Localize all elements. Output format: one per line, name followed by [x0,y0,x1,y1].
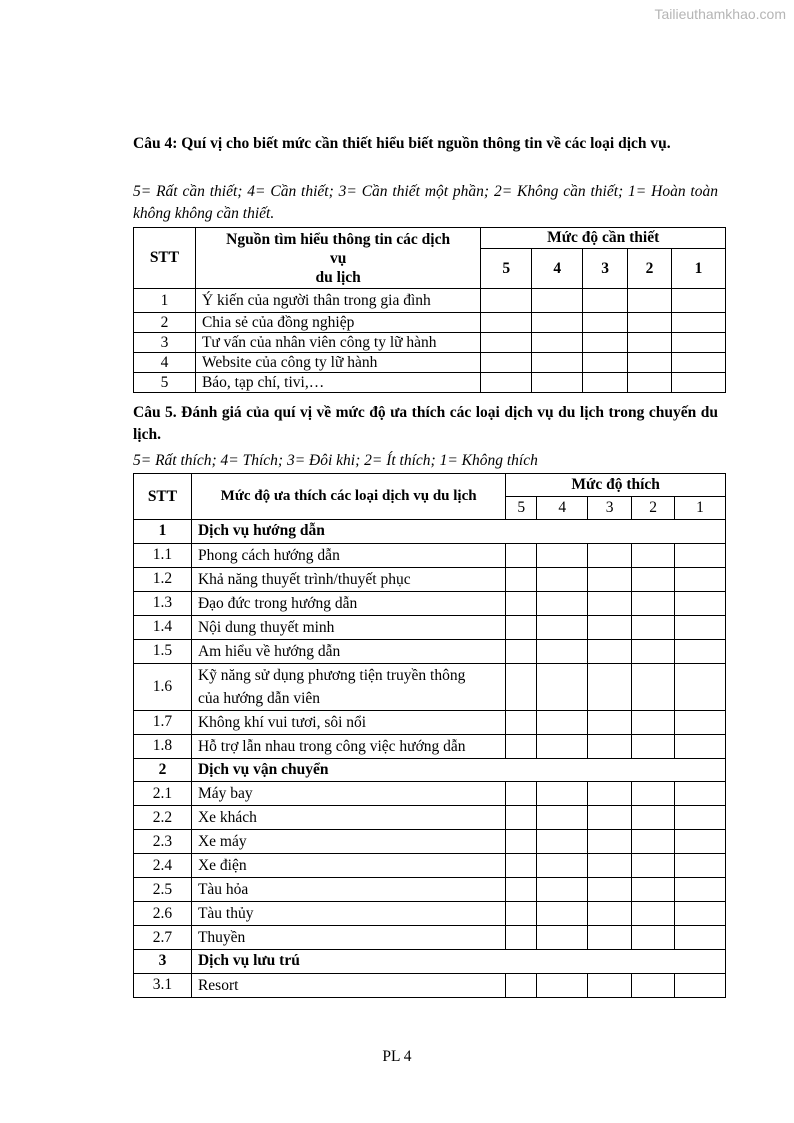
rating-cell[interactable] [537,734,588,758]
row-stt: 1.6 [134,663,192,710]
row-stt: 1.8 [134,734,192,758]
table-row [134,782,726,806]
row-label-line: Xe khách [197,809,257,826]
q5-header-level: Mức độ thích [506,474,726,497]
rating-cell[interactable] [632,543,675,567]
rating-cell[interactable] [628,333,672,353]
rating-cell[interactable] [588,973,632,997]
rating-cell[interactable] [628,313,672,333]
q4-rating-header: 5 [481,249,532,289]
rating-cell[interactable] [532,373,583,393]
q5-rating-header: 1 [675,497,726,520]
row-label [191,854,505,878]
table-row [134,710,726,734]
row-label: Tư vấn của nhân viên công ty lữ hành [195,333,480,353]
row-stt: 1.5 [134,639,192,663]
q4-rating-header: 2 [628,249,672,289]
group-name: Dịch vụ hướng dẫn [191,520,725,544]
row-label [191,902,505,926]
rating-cell[interactable] [672,373,726,393]
table-row [134,289,726,313]
rating-cell[interactable] [672,289,726,313]
rating-cell[interactable] [506,591,537,615]
rating-cell[interactable] [506,734,537,758]
row-label: Chia sẻ của đồng nghiệp [195,313,480,333]
rating-cell[interactable] [632,734,675,758]
q4-header-stt: STT [134,228,196,289]
rating-cell[interactable] [632,567,675,591]
q5-header-stt: STT [134,474,192,520]
rating-cell[interactable] [675,663,726,710]
rating-cell[interactable] [632,710,675,734]
row-label-line: của hướng dẫn viên [197,689,321,707]
rating-cell[interactable] [675,734,726,758]
table-row [134,313,726,333]
q4-rating-header: 3 [583,249,628,289]
row-label [191,543,505,567]
table-row [134,830,726,854]
q5-rating-header: 2 [632,497,675,520]
row-stt: 3.1 [134,973,192,997]
rating-cell[interactable] [506,973,537,997]
row-label [191,878,505,902]
rating-cell[interactable] [675,806,726,830]
group-name: Dịch vụ lưu trú [191,950,725,974]
rating-cell[interactable] [537,782,588,806]
rating-cell[interactable] [537,639,588,663]
table-row [134,973,726,997]
q4-header-source-line: du lịch [315,268,361,286]
row-label-line: Nội dung thuyết minh [197,618,335,636]
row-label-line: Kỹ năng sử dụng phương tiện truyền thông [197,666,466,684]
row-stt: 4 [134,353,196,373]
row-label [191,926,505,950]
table-row [134,806,726,830]
row-stt: 1.7 [134,710,192,734]
row-stt: 2.6 [134,902,192,926]
rating-cell[interactable] [588,615,632,639]
rating-cell[interactable] [588,830,632,854]
row-stt: 2.3 [134,830,192,854]
row-label-line: Am hiểu về hướng dẫn [197,642,341,660]
rating-cell[interactable] [537,902,588,926]
row-label [191,591,505,615]
rating-cell[interactable] [537,615,588,639]
rating-cell[interactable] [537,567,588,591]
rating-cell[interactable] [675,926,726,950]
row-label-line: Không khí vui tươi, sôi nổi [197,713,367,731]
group-name: Dịch vụ vận chuyển [191,758,725,782]
table-row [134,333,726,353]
row-label-line: Xe điện [197,857,247,874]
rating-cell[interactable] [675,782,726,806]
rating-cell[interactable] [632,854,675,878]
q5-rating-header: 5 [506,497,537,520]
rating-cell[interactable] [588,591,632,615]
rating-cell[interactable] [537,710,588,734]
row-label [191,973,505,997]
q4-header-source-line: Nguồn tìm hiểu thông tin các dịch [226,230,451,248]
rating-cell[interactable] [632,973,675,997]
table-row [134,878,726,902]
rating-cell[interactable] [481,333,532,353]
rating-cell[interactable] [481,353,532,373]
row-stt: 2.4 [134,854,192,878]
rating-cell[interactable] [506,854,537,878]
rating-cell[interactable] [675,854,726,878]
table-row [134,902,726,926]
rating-cell[interactable] [506,878,537,902]
rating-cell[interactable] [588,878,632,902]
rating-cell[interactable] [632,591,675,615]
rating-cell[interactable] [632,615,675,639]
row-stt: 3 [134,333,196,353]
row-label [191,567,505,591]
rating-cell[interactable] [506,806,537,830]
row-stt: 1 [134,289,196,313]
rating-cell[interactable] [675,543,726,567]
q5-rating-header: 4 [537,497,588,520]
rating-cell[interactable] [588,734,632,758]
table-row [134,639,726,663]
table-row [134,854,726,878]
rating-cell[interactable] [537,663,588,710]
rating-cell[interactable] [481,289,532,313]
q4-title: Câu 4: Quí vị cho biết mức cần thiết hiểu biết nguồn thông tin về các loại dịch vụ. [133,135,671,152]
row-label [191,639,505,663]
table-row [134,734,726,758]
row-label [191,734,505,758]
rating-cell[interactable] [632,806,675,830]
rating-cell[interactable] [588,710,632,734]
table-row [134,543,726,567]
group-stt: 3 [134,950,192,974]
row-label [191,782,505,806]
q5-header-desc: Mức độ ưa thích các loại dịch vụ du lịch [191,474,505,520]
q4-header-source [195,228,480,289]
watermark: Tailieuthamkhao.com [654,6,786,22]
rating-cell[interactable] [506,615,537,639]
rating-cell[interactable] [537,830,588,854]
rating-cell[interactable] [506,567,537,591]
row-label-line: Máy bay [197,785,253,802]
rating-cell[interactable] [583,289,628,313]
row-stt: 1.3 [134,591,192,615]
rating-cell[interactable] [628,353,672,373]
rating-cell[interactable] [506,639,537,663]
row-label: Website của công ty lữ hành [195,353,480,373]
rating-cell[interactable] [588,806,632,830]
row-stt: 1.4 [134,615,192,639]
q4-table [133,227,726,393]
rating-cell[interactable] [675,615,726,639]
rating-cell[interactable] [672,353,726,373]
rating-cell[interactable] [532,333,583,353]
q5-table [133,473,726,998]
row-stt: 5 [134,373,196,393]
rating-cell[interactable] [481,373,532,393]
rating-cell[interactable] [506,902,537,926]
row-label-line: Tàu thủy [197,905,254,922]
rating-cell[interactable] [506,782,537,806]
rating-cell[interactable] [675,591,726,615]
rating-cell[interactable] [583,333,628,353]
rating-cell[interactable] [675,973,726,997]
rating-cell[interactable] [537,543,588,567]
group-stt: 2 [134,758,192,782]
rating-cell[interactable] [588,639,632,663]
rating-cell[interactable] [632,782,675,806]
q5-title-line1: Câu 5. Đánh giá của quí vị về mức độ ưa thích các loại dịch vụ du lịch trong chuyến du lịch. [133,404,718,443]
rating-cell[interactable] [672,333,726,353]
rating-cell[interactable] [675,902,726,926]
rating-cell[interactable] [537,591,588,615]
rating-cell[interactable] [675,639,726,663]
rating-cell[interactable] [632,663,675,710]
rating-cell[interactable] [588,854,632,878]
rating-cell[interactable] [632,639,675,663]
rating-cell[interactable] [588,926,632,950]
row-label [191,710,505,734]
rating-cell[interactable] [583,373,628,393]
row-stt: 1.2 [134,567,192,591]
row-label-line: Phong cách hướng dẫn [197,546,340,564]
q5-rating-header: 3 [588,497,632,520]
rating-cell[interactable] [506,543,537,567]
table-row [134,591,726,615]
row-label [191,663,505,710]
row-label-line: Resort [197,976,239,994]
row-label-line: Đạo đức trong hướng dẫn [197,594,358,612]
row-stt: 1.1 [134,543,192,567]
table-row [134,926,726,950]
rating-cell[interactable] [588,782,632,806]
row-label [191,615,505,639]
row-label: Báo, tạp chí, tivi,… [195,373,480,393]
rating-cell[interactable] [675,830,726,854]
rating-cell[interactable] [537,878,588,902]
row-stt: 2 [134,313,196,333]
rating-cell[interactable] [675,710,726,734]
row-label-line: Thuyền [197,929,246,946]
rating-cell[interactable] [672,313,726,333]
rating-cell[interactable] [675,567,726,591]
rating-cell[interactable] [628,289,672,313]
q4-rating-header: 4 [532,249,583,289]
rating-cell[interactable] [632,830,675,854]
group-row [134,758,726,782]
rating-cell[interactable] [506,926,537,950]
row-label-line: Hỗ trợ lẫn nhau trong công việc hướng dẫn [197,737,466,755]
rating-cell[interactable] [537,926,588,950]
row-label-line: Xe máy [197,833,247,850]
row-stt: 2.7 [134,926,192,950]
rating-cell[interactable] [588,567,632,591]
table-row [134,615,726,639]
rating-cell[interactable] [632,926,675,950]
row-stt: 2.1 [134,782,192,806]
rating-cell[interactable] [506,663,537,710]
rating-cell[interactable] [537,806,588,830]
table-row [134,567,726,591]
rating-cell[interactable] [583,353,628,373]
rating-cell[interactable] [532,313,583,333]
row-label [191,806,505,830]
group-row [134,520,726,544]
q4-rating-header: 1 [672,249,726,289]
row-label-line: Khả năng thuyết trình/thuyết phục [197,570,411,588]
rating-cell[interactable] [632,902,675,926]
page-number: PL 4 [382,1048,412,1065]
rating-cell[interactable] [632,878,675,902]
rating-cell[interactable] [506,830,537,854]
q4-scale: 5= Rất cần thiết; 4= Cần thiết; 3= Cần thiết một phần; 2= Không cần thiết; 1= Hoàn toàn không không cần thiết. [133,183,718,222]
table-row [134,663,726,710]
rating-cell[interactable] [481,313,532,333]
rating-cell[interactable] [532,353,583,373]
rating-cell[interactable] [628,373,672,393]
row-label-line: Tàu hỏa [197,881,249,898]
rating-cell[interactable] [583,313,628,333]
rating-cell[interactable] [675,878,726,902]
q4-header-level: Mức độ cần thiết [481,228,726,249]
row-label [191,830,505,854]
table-row [134,353,726,373]
rating-cell[interactable] [588,543,632,567]
group-stt: 1 [134,520,192,544]
rating-cell[interactable] [532,289,583,313]
row-stt: 2.5 [134,878,192,902]
row-label: Ý kiến của người thân trong gia đình [195,289,480,313]
group-row [134,950,726,974]
rating-cell[interactable] [588,663,632,710]
rating-cell[interactable] [588,902,632,926]
rating-cell[interactable] [537,973,588,997]
table-row [134,373,726,393]
rating-cell[interactable] [537,854,588,878]
q5-scale: 5= Rất thích; 4= Thích; 3= Đôi khi; 2= Ít thích; 1= Không thích [133,452,538,469]
row-stt: 2.2 [134,806,192,830]
rating-cell[interactable] [506,710,537,734]
q4-header-source-line: vụ [329,249,347,267]
